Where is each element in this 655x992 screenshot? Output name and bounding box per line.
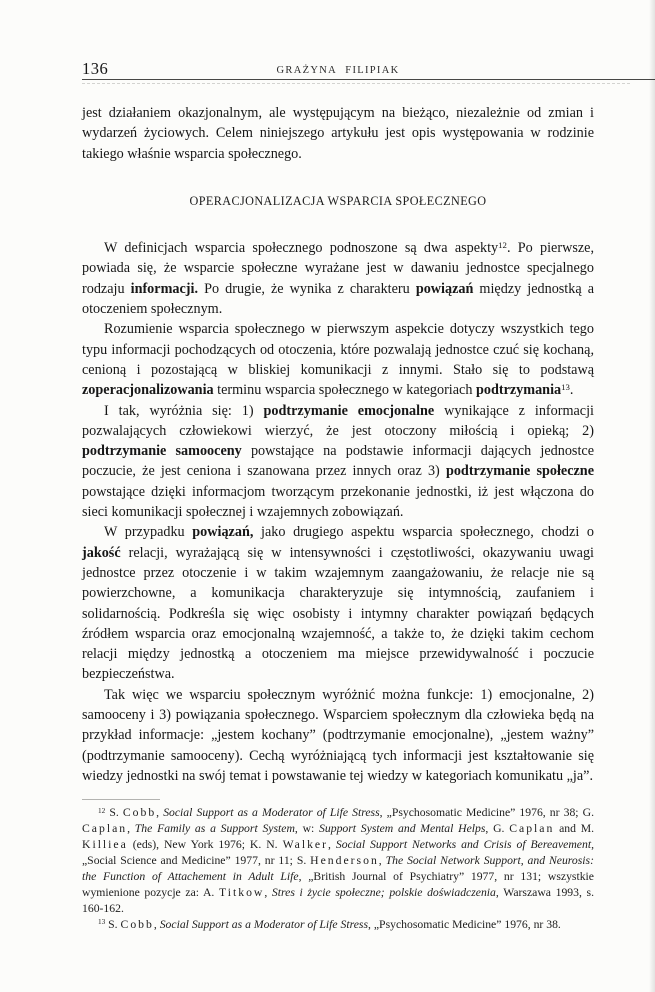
text-segment: The Social Network Support, and Neurosis: the Function of Attachement in Adult Life <box>82 853 594 883</box>
text-segment: , „British Journal of Psychiatry” 1977, nr 131; wszystkie wymienione pozycje za: A. <box>82 869 594 899</box>
text-segment: Social Support as a Moderator of Life Stress <box>163 806 380 820</box>
text-segment: (eds), New York 1976; K. N. <box>127 838 283 852</box>
text-segment: , „Psychosomatic Medicine” 1976, nr 38. <box>368 917 561 931</box>
text-segment: , Warszawa 1993, s. 160-162. <box>82 885 595 915</box>
page-edge-shadow <box>649 0 655 992</box>
text-segment: powstające na podstawie informacji dających jednostce poczucie, że jest ceniona i szanowana przez innych oraz 3) <box>82 443 594 480</box>
text-segment: Support System and Mental Helps <box>319 822 486 836</box>
text-segment: Cobb <box>122 806 157 820</box>
text-segment: W definicjach wsparcia społecznego podnoszone są dwa aspekty <box>104 240 499 257</box>
page-content <box>82 57 594 932</box>
text-segment: Po drugie, że wynika z charakteru <box>198 280 416 297</box>
footnote-13 <box>82 917 594 933</box>
text-segment: zoperacjonalizowania <box>82 382 214 399</box>
page-number: 136 <box>82 59 109 78</box>
text-segment: , <box>378 853 386 867</box>
text-segment: między jednostką a otoczeniem społecznym. <box>82 280 595 318</box>
text-segment: terminu wsparcia społecznego w kategoriach <box>213 382 476 399</box>
text-segment: , „Psychosomatic Medicine” 1976, nr 38; G. <box>379 806 594 820</box>
text-segment: podtrzymanie emocjonalne <box>263 402 435 419</box>
footnotes <box>82 805 594 932</box>
header-rule-scan-artifact <box>82 83 630 84</box>
text-segment: powiązań, <box>192 524 254 541</box>
text-segment: powstające dzięki informacjom tworzącym przekonanie jednostki, iż jest włączona do sieci komunikacji społecznej i wzajemnych zobowiązań. <box>82 483 594 521</box>
text-segment: Henderson <box>310 853 379 867</box>
text-segment: Social Support Networks and Crisis of Bereavement <box>335 838 592 852</box>
text-segment: , <box>328 838 336 852</box>
text-segment: informacji. <box>130 280 198 297</box>
text-segment: podtrzymania <box>475 382 562 399</box>
text-segment: Social Support as a Moderator of Life Stress <box>159 917 369 931</box>
paragraph-definitions <box>82 238 594 319</box>
text-segment: The Family as a Support System <box>134 822 295 836</box>
paragraph-intro <box>82 103 594 164</box>
text-segment: wynikające z informacji pozwalających człowiekowi wierzyć, że jest otoczony miłością i opieką; 2) <box>82 402 594 439</box>
header-rule <box>82 79 655 80</box>
text-segment: jest działaniem okazjonalnym, ale występującym na bieżąco, niezależnie od zmian i wydarzeń życiowych. Celem niniejszego artykułu jest opis występowania w rodzinie takiego właśnie wsparcia społecznego. <box>82 105 594 162</box>
text-segment: Killiea <box>82 838 128 852</box>
text-segment: W przypadku <box>104 524 193 541</box>
text-segment: . <box>569 382 574 399</box>
text-segment: jakość <box>82 544 121 561</box>
text-segment: S. <box>105 917 121 931</box>
footnote-ref-superscript: 13 <box>561 382 570 393</box>
footnote-separator <box>82 799 160 800</box>
text-segment: relacji, wyrażającą się w intensywności i częstotliwości, okazywaniu uwagi jednostce przez otoczenie i w takim wzajemnym zaangażowaniu, że relacje nie są powierzchowne, a komunikacja charakteryzuje się intymnością, zaufaniem i solidarnością. Podkreśla się więc osobisty i intymny charakter powiązań będących źródłem wsparcia oraz emocjonalną wzajemność, a także to, że dzięki takim cechom relacji między jednostką a otoczeniem ma miejsce przewidywalność i poczucie bezpieczeństwa. <box>82 544 594 683</box>
article-body <box>82 103 594 786</box>
paragraph-first-aspect <box>82 319 594 400</box>
text-segment: Titkow <box>219 885 265 899</box>
text-segment: powiązań <box>415 280 474 297</box>
text-segment: I tak, wyróżnia się: 1) <box>104 402 264 419</box>
text-segment: Rozumienie wsparcia społecznego w pierwszym aspekcie dotyczy wszystkich tego typu informacji pochodzących od otoczenia, które pozwalają jednostce czuć się kochaną, cenioną i pozostającą w bliskiej komunikacji z innymi. Stało się to podstawą <box>82 321 594 378</box>
text-segment: S. <box>105 806 123 820</box>
text-segment: Stres i życie społeczne; polskie doświadczenia <box>271 885 496 899</box>
text-segment: Walker <box>282 838 329 852</box>
text-segment: podtrzymanie społeczne <box>445 463 594 480</box>
text-segment: Cobb <box>120 917 154 931</box>
section-heading: OPERACJONALIZACJA WSPARCIA SPOŁECZNEGO <box>189 193 487 208</box>
text-segment: , <box>153 917 160 931</box>
paragraph-podtrzymanie-types <box>82 401 594 523</box>
text-segment: . Po pierwsze, powiada się, że wsparcie społeczne wyrażane jest w dawaniu jednostce specjalnego rodzaju <box>82 240 594 297</box>
text-segment: and M. <box>554 822 595 836</box>
page-header <box>82 57 594 78</box>
paragraph-powiazania <box>82 522 594 684</box>
text-segment: , <box>127 822 135 836</box>
footnote-ref-superscript: 12 <box>498 240 507 251</box>
text-segment: jako drugiego aspektu wsparcia społecznego, chodzi o <box>253 524 594 541</box>
text-segment: , <box>156 806 164 820</box>
text-segment: , w: <box>294 822 320 836</box>
footnote-12 <box>82 805 594 916</box>
text-segment: , <box>264 885 272 899</box>
text-segment: , G. <box>485 822 510 836</box>
text-segment: Caplan <box>82 822 128 836</box>
text-segment: podtrzymanie samooceny <box>82 443 242 460</box>
text-segment: Caplan <box>509 822 555 836</box>
text-segment: Tak więc we wsparciu społecznym wyróżnić można funkcje: 1) emocjonalne, 2) samooceny i 3) powiązania społecznego. Wsparciem społecznym dla człowieka będą na przykład informacje: „jestem kochany” (podtrzymanie emocjonalne), „jestem ważny” (podtrzymanie samooceny). Cechą wyróżniającą tych informacji jest kształtowanie się wiedzy jednostki na swój temat i powstawanie tej wiedzy w kategoriach komunikatu „ja”. <box>82 686 594 784</box>
running-head: GRAŻYNA FILIPIAK <box>276 65 400 76</box>
paragraph-functions-summary <box>82 685 594 786</box>
footnote-ref-superscript: 13 <box>98 918 106 927</box>
text-segment: , „Social Science and Medicine” 1977, nr 11; S. <box>82 838 594 867</box>
footnote-ref-superscript: 12 <box>98 806 106 815</box>
